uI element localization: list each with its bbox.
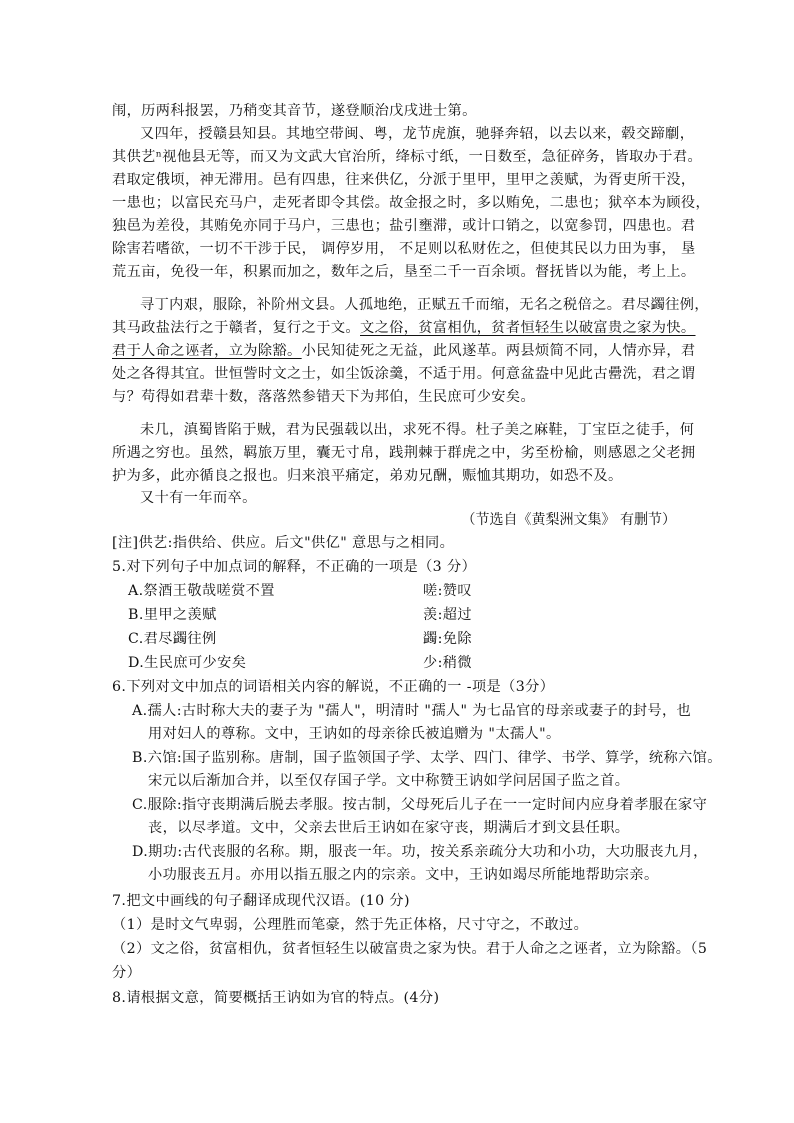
q6-option-cont: 宋元以后渐加合并，以至仅存国子学。文中称赞王讷如学问居国子监之首。 <box>148 773 630 789</box>
question-7-stem: 7.把文中画线的句子翻译成现代汉语。(10 分) <box>112 893 410 909</box>
q6-option: D.期功:古代丧服的名称。期，服丧一年。功，按关系亲疏分大功和小功，大功服丧九月， <box>132 844 708 860</box>
q6-option-cont: 小功服丧五月。亦用以指五服之内的宗亲。文中，王讷如竭尽所能地帮助宗亲。 <box>148 867 659 883</box>
passage-line: 闱，历两科报罢，乃稍变其音节，遂登顺治戊戌进士第。 <box>112 103 477 119</box>
passage-line: 独邑为差役，其贿免亦同于马户，三患也；盐引壅滞，或计口销之，以宽参罚，四患也。君 <box>112 218 696 234</box>
q5-option: A.祭酒王敬哉嗟赏不置 嗟:赞叹 <box>128 583 472 599</box>
q7-sentence-1: （1）是时文气卑弱，公理胜而笔豪，然于先正体格，尺寸守之，不敢过。 <box>112 917 589 933</box>
passage-line: 君取定俄顷，神无滞用。邑有四患，往来供亿，分派于里甲，里甲之羡赋，为胥吏所干没， <box>112 172 696 188</box>
q6-option: A.孺人:古时称大夫的妻子为 "孺人"，明清时 "孺人" 为七品官的母亲或妻子的封号，也 <box>132 703 692 719</box>
passage-line: 所遇之穷也。虽然，羁旅万里，囊无寸帛，践荆棘于群虎之中，劣至枌榆，则感恩之父老拥 <box>112 445 696 461</box>
q7-sentence-2: （2）文之俗，贫富相仇，贫者恒轻生以破富贵之家为快。君于人命之之诬者，立为除豁。（5 <box>112 941 708 957</box>
underlined-sentence: 君于人命之诬者，立为除豁。 <box>112 343 302 359</box>
passage-line: 寻丁内艰，服除，补阶州文县。人孤地绝，正赋五千而缩，无名之税倍之。君尽蠲往例， <box>140 297 709 313</box>
question-5-stem: 5.对下列句子中加点词的解释，不正确的一项是（3 分） <box>112 559 477 575</box>
question-6-stem: 6.下列对文中加点的词语相关内容的解说，不正确的一 -项是（3分） <box>112 679 555 695</box>
q5-option: D.生民庶可少安矣 少:稍微 <box>128 655 472 671</box>
q6-option-cont: 丧，以尽孝道。文中，父亲去世后王讷如在家守丧，期满后才到文县任职。 <box>148 820 630 836</box>
passage-line: 与？苟得如君辈十数，落落然参错天下为邦伯，生民庶可少安矣。 <box>112 389 536 405</box>
source-citation: （节选自《黄梨洲文集》 有删节） <box>461 512 676 528</box>
passage-line <box>112 318 696 338</box>
passage-line: 其供艺ⁿ视他县无等，而又为文武大官治所，绛标寸纸，一日数至，急征碎务，皆取办于君。 <box>112 149 703 165</box>
q5-option: B.里甲之羡赋 羡:超过 <box>128 607 472 623</box>
passage-line: 又四年，授赣县知县。其地空带闽、粤，龙节虎旗，驰驿奔轺，以去以来，毂交蹄劘， <box>140 126 695 142</box>
passage-line: 未几，滇蜀皆陷于贼，君为民强载以出，求死不得。杜子美之麻鞋，丁宝臣之徒手，何 <box>140 422 695 438</box>
passage-line: 护为多，此亦循良之报也。归来浪平痛定，弟劝兄酬，赈恤其期功，如恐不及。 <box>112 468 623 484</box>
q5-option: C.君尽蠲往例 蠲:免除 <box>128 631 472 647</box>
passage-line: 处之各得其宜。世恒訾时文之士，如尘饭涂羹，不适于用。何意盆盎中见此古罍洗，君之谓 <box>112 366 696 382</box>
q7-sentence-2-cont: 分） <box>112 965 142 981</box>
footnote: [注]供艺:指供给、供应。后文"供亿" 意思与之相同。 <box>112 535 455 551</box>
q6-option: B.六馆:国子监别称。唐制，国子监领国子学、太学、四门、律学、书学、算学，统称六馆。 <box>132 750 722 766</box>
passage-line: 又十有一年而卒。 <box>140 490 257 506</box>
passage-line: 除害若嗜欲，一切不干涉于民， 调停岁用， 不足则以私财佐之，但使其民以力田为事， 垦 <box>112 241 696 257</box>
question-8-stem: 8.请根据文意，简要概括王讷如为官的特点。(4分) <box>112 990 440 1006</box>
passage-line: 荒五亩，免役一年，积累而加之，数年之后，垦至二千一百余顷。督抚皆以为能，考上上。 <box>112 264 696 280</box>
underlined-sentence: 文之俗，贫富相仇，贫者恒轻生以破富贵之家为快。 <box>360 320 696 336</box>
q6-option: C.服除:指守丧期满后脱去孝服。按古制，父母死后儿子在一一定时间内应身着孝服在家守 <box>132 797 708 813</box>
passage-text: 小民知徒死之无益，此风遂革。两县烦简不同，人情亦异，君 <box>301 343 696 359</box>
passage-line: 一患也；以富民充马户，走死者即令其偿。故金报之时，多以贿免，二患也；狱卒本为顾役， <box>112 195 711 211</box>
passage-text: 其马政盐法行之于赣者，复行之于文。 <box>112 320 360 336</box>
q6-option-cont: 用对妇人的尊称。文中，王讷如的母亲徐氏被追赠为 "太孺人"。 <box>148 726 561 742</box>
passage-line <box>112 341 696 361</box>
